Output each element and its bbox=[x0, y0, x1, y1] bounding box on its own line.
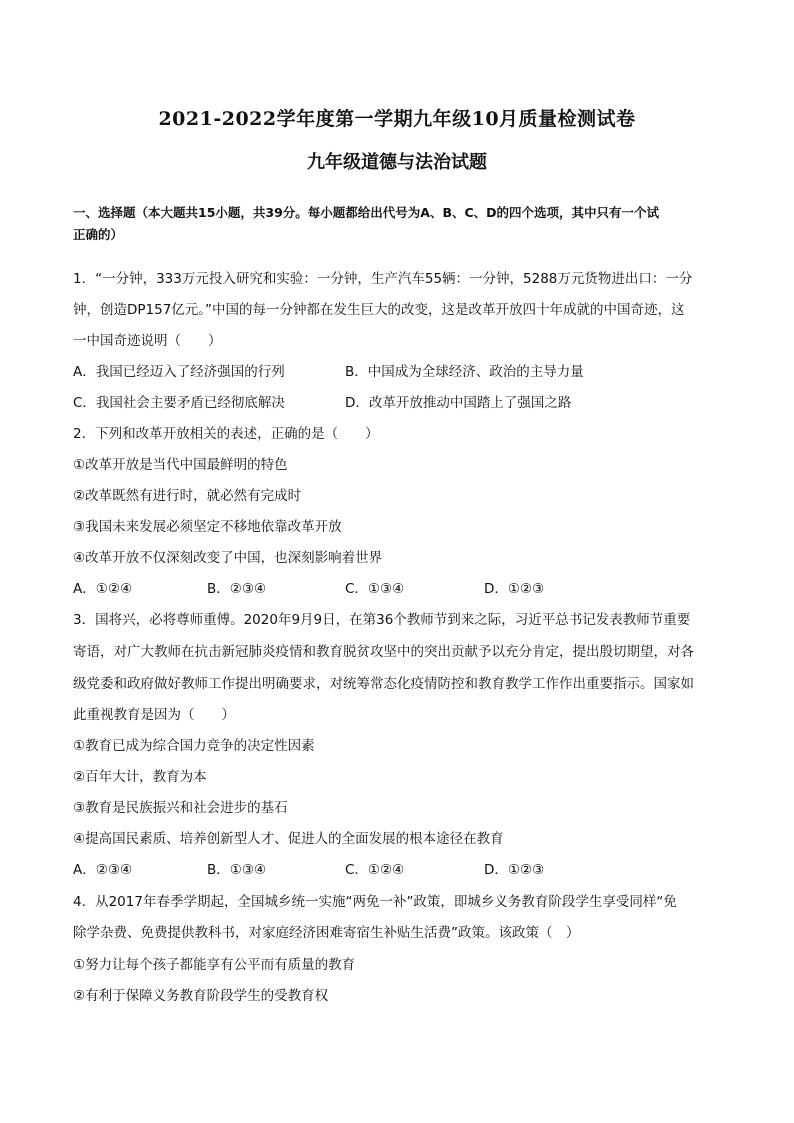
q1-option-c: C．我国社会主要矛盾已经彻底解决 bbox=[73, 395, 285, 411]
q2-statement-1: ①改革开放是当代中国最鲜明的特色 bbox=[73, 457, 288, 473]
q2-option-c: C．①③④ bbox=[345, 581, 405, 597]
q2-statement-4: ④改革开放不仅深刻改变了中国，也深刻影响着世界 bbox=[73, 550, 383, 566]
q3-option-c: C．①②④ bbox=[345, 862, 405, 878]
q1-stem-line3: 一中国奇迹说明（ ） bbox=[73, 333, 222, 349]
q1-stem-line1: 1．“一分钟，333万元投入研究和实验：一分钟，生产汽车55辆：一分钟，5288万元货物进出口：一分 bbox=[73, 271, 693, 287]
q1-option-a: A．我国已经迈入了经济强国的行列 bbox=[73, 364, 285, 380]
q3-statement-1: ①教育已成为综合国力竞争的决定性因素 bbox=[73, 738, 315, 754]
q3-option-b: B．①③④ bbox=[207, 862, 267, 878]
q3-option-d: D．①②③ bbox=[484, 862, 545, 878]
q2-statement-2: ②改革既然有进行时，就必然有完成时 bbox=[73, 488, 302, 504]
q4-statement-1: ①努力让每个孩子都能享有公平而有质量的教育 bbox=[73, 957, 356, 973]
q4-stem-line2: 除学杂费、免费提供教科书，对家庭经济困难寄宿生补贴生活费”政策。该政策（ ） bbox=[73, 925, 580, 941]
section-instruction-line2: 正确的） bbox=[73, 227, 124, 242]
exam-subtitle: 九年级道德与法治试题 bbox=[307, 152, 487, 173]
q3-stem-line2: 寄语，对广大教师在抗击新冠肺炎疫情和教育脱贫攻坚中的突出贡献予以充分肯定，提出殷切期望，对各 bbox=[73, 644, 694, 660]
q2-option-d: D．①②③ bbox=[484, 581, 545, 597]
q2-option-b: B．②③④ bbox=[207, 581, 267, 597]
q1-option-d: D．改革开放推动中国踏上了强国之路 bbox=[345, 395, 572, 411]
q3-statement-3: ③教育是民族振兴和社会进步的基石 bbox=[73, 800, 288, 816]
exam-title: 2021-2022学年度第一学期九年级10月质量检测试卷 bbox=[158, 108, 636, 130]
q1-stem-line2: 钟，创造DP157亿元。”中国的每一分钟都在发生巨大的改变，这是改革开放四十年成就的中国奇迹，这 bbox=[73, 302, 685, 318]
section-instruction-line1: 一、选择题（本大题共15小题，共39分。每小题都给出代号为A、B、C、D的四个选项，其中只有一个试 bbox=[73, 205, 660, 220]
q4-statement-2: ②有利于保障义务教育阶段学生的受教育权 bbox=[73, 988, 329, 1004]
q2-stem: 2．下列和改革开放相关的表述，正确的是（ ） bbox=[73, 426, 379, 442]
q3-statement-2: ②百年大计，教育为本 bbox=[73, 769, 207, 785]
q3-option-a: A．②③④ bbox=[73, 862, 133, 878]
q1-option-b: B．中国成为全球经济、政治的主导力量 bbox=[345, 364, 584, 380]
q2-statement-3: ③我国未来发展必须坚定不移地依靠改革开放 bbox=[73, 519, 342, 535]
q4-stem-line1: 4．从2017年春季学期起，全国城乡统一实施“两免一补”政策，即城乡义务教育阶段学生享受同样“免 bbox=[73, 894, 677, 910]
q3-stem-line3: 级党委和政府做好教师工作提出明确要求，对统筹常态化疫情防控和教育教学工作作出重要指示。国家如 bbox=[73, 676, 694, 692]
q3-statement-4: ④提高国民素质、培养创新型人才、促进人的全面发展的根本途径在教育 bbox=[73, 831, 504, 847]
q2-option-a: A．①②④ bbox=[73, 581, 133, 597]
q3-stem-line4: 此重视教育是因为（ ） bbox=[73, 707, 235, 723]
q3-stem-line1: 3．国将兴，必将尊师重傅。2020年9月9日，在第36个教师节到来之际，习近平总书记发表教师节重要 bbox=[73, 612, 691, 628]
